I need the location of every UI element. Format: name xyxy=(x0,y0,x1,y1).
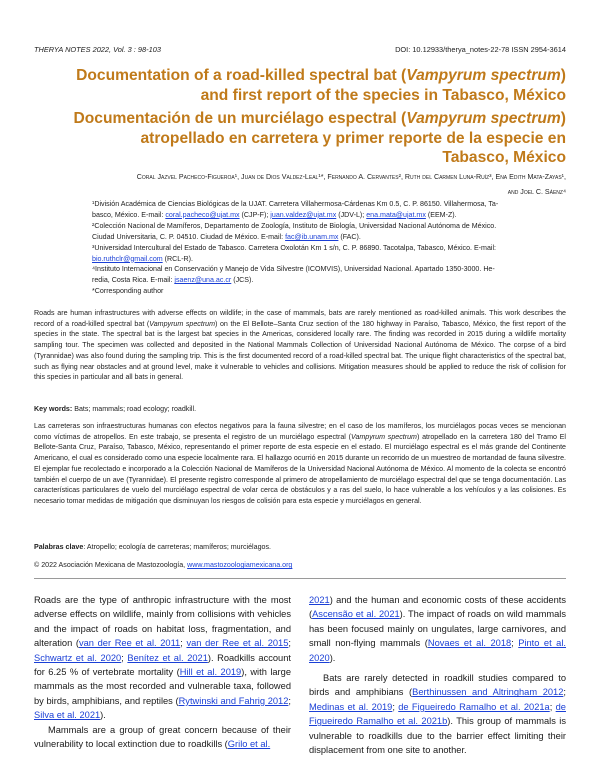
title-es-line3: Tabasco, México xyxy=(442,149,566,166)
paragraph xyxy=(309,593,566,665)
citation-link[interactable]: van der Ree et al. 2011 xyxy=(78,638,181,649)
abstract-es-species: Vampyrum spectrum xyxy=(350,432,417,441)
body-text: ). xyxy=(100,710,106,721)
affil-text: ³Universidad Intercultural del Estado de Tabasco. Carretera Oxolotán Km 1 s/n, C. P. 86890. Tacotalpa, Tabasco, México. E-mail: xyxy=(92,243,497,252)
doi-issn: DOI: 10.12933/therya_notes-22-78 ISSN 2954-3614 xyxy=(395,45,566,54)
citation-link[interactable]: Hill et al. 2019 xyxy=(179,667,242,678)
body-text: ; xyxy=(288,695,291,706)
affiliation-3 xyxy=(92,243,566,265)
body-text: Mammals are a group of great concern because of their vulnerability to local extinction due to roadkills ( xyxy=(34,724,291,750)
journal-info: THERYA NOTES 2022, Vol. 3 : 98-103 xyxy=(34,45,161,54)
keywords-spanish xyxy=(34,542,566,553)
author-list xyxy=(34,170,566,199)
abstract-en-species: Vampyrum spectrum xyxy=(149,319,216,328)
abstract-english xyxy=(34,308,566,383)
citation-link[interactable]: 2021 xyxy=(309,595,330,605)
body-text: ). xyxy=(329,652,336,663)
affil-text: Ciudad Universitaria, C. P. 04510. Ciudad de México. E-mail: xyxy=(92,232,286,241)
body-text: ; xyxy=(288,638,291,649)
affil-text: ²Colección Nacional de Mamíferos, Departamento de Zoología, Instituto de Biología, Universidad Nacional Autónoma de México. xyxy=(92,221,497,230)
affiliation-2 xyxy=(92,221,566,243)
citation-link[interactable]: Rytwinski and Fahrig 2012 xyxy=(178,695,289,706)
body-text: Bats are rarely detected in roadkill studies compared to birds and amphibians ( xyxy=(309,673,566,698)
citation-link[interactable]: Schwartz et al. 2020 xyxy=(34,652,122,663)
title-en-line2: and first report of the species in Tabasco, México xyxy=(200,86,566,104)
keywords-values: : Atropello; ecología de carreteras; mamíferos; murciélagos. xyxy=(83,543,271,551)
citation-link[interactable]: de Figueiredo Ramalho et al. 2021a xyxy=(398,701,550,712)
title-es-species: Vampyrum spectrum xyxy=(406,110,561,127)
body-text: ; xyxy=(392,701,399,712)
email-link[interactable]: juan.valdez@ujat.mx xyxy=(270,210,337,219)
affil-text: (RCL-R). xyxy=(162,254,194,263)
citation-link[interactable]: Grilo et al. xyxy=(227,739,271,750)
abstract-en-text: ) on the El Bellote–Santa Cruz section of the 180 highway in Paraíso, Tabasco, México, the first report of the species in the state. The spectral bat is the largest bat species in the Americas, considered locally rare. The finding was recorded in 2015 during a wildlife mortality sampling tour. The specimen was collected and deposited in the National Mammals Collection of Universidad Nacional Autónoma de México. The corpse of a bird (Tyrannidae) was also found during the sampling trip. This is the first documented record of a road-killed spectral bat. The unique flight characteristics of the spectral bat, such as flying near obstacles and at ground level, make it vulnerable to vehicles and collisions. Mitigation measures should be applied to reduce the risk of collision for this species in particular and all bats in general. xyxy=(34,319,566,382)
authors-line2: and Joel C. Sáenz⁴ xyxy=(507,187,566,196)
body-column-left xyxy=(34,593,291,751)
body-text: ) and the human and economic costs of these accidents ( xyxy=(309,595,566,620)
society-website-link[interactable]: www.mastozoologiamexicana.org xyxy=(187,561,293,569)
affiliations xyxy=(92,199,566,297)
body-text: Roads are the type of anthropic infrastructure with the most adverse effects on wildlife, mainly from collisions with vehicles and the impact of roads on habitat loss, fragmentation, and alteration ( xyxy=(34,595,291,649)
body-text: ; xyxy=(511,638,519,649)
abstract-en-text: Roads are human infrastructures with adverse effects on wildlife; in the case of mammals, bats are rarely mentioned as road-killed animals. This work describes the record of a road-killed spectral bat ( xyxy=(34,309,566,328)
body-text: ). The impact of roads on wild mammals has been focused mainly on ungulates, large carnivores, and small non-flying mammals ( xyxy=(309,609,566,649)
keywords-english xyxy=(34,404,566,415)
citation-link[interactable]: Medinas et al. 2019 xyxy=(309,701,393,712)
affil-text: (EEM-Z). xyxy=(425,210,457,219)
title-es-part: ) xyxy=(560,110,566,127)
abstract-es-text: Las carreteras son infraestructuras humanas con efectos negativos para la fauna silvestre; en el caso de los mamíferos, los murciélagos pocas veces se mencionan como víctimas de atropellos. En este trabajo, se presenta el registro de un murciélago espectral ( xyxy=(34,422,566,441)
affiliation-4 xyxy=(92,264,566,286)
keywords-label: Palabras clave xyxy=(34,543,84,551)
affil-text: ¹División Académica de Ciencias Biológicas de la UJAT. Carretera Villahermosa-Cárdenas Km 0.5, C. P. 86150. Villahermosa, Ta- xyxy=(92,200,499,208)
title-en-species: Vampyrum spectrum xyxy=(406,67,561,84)
body-text: ; xyxy=(180,638,187,649)
affil-text: (FAC). xyxy=(338,232,361,241)
affil-text: (JCS). xyxy=(231,276,254,285)
body-text: ; xyxy=(121,652,128,663)
email-link[interactable]: jsaenz@una.ac.cr xyxy=(174,276,232,285)
body-text: ). Roadkills account for 6.25 % of vertebrate mortality ( xyxy=(34,652,291,678)
email-link[interactable]: coral.pacheco@ujat.mx xyxy=(165,210,240,219)
title-es-part: Documentación de un murciélago espectral ( xyxy=(73,110,407,127)
abstract-es-text: ) atropellado en la carretera 180 del Tramo El Bellote-Santa Cruz, Paraíso, Tabasco, México, representando el primer reporte de esta especie en el estado. El murciélago espectral es el más grande del Continente Americano, el cual es considerado como una especie localmente rara. El hallazgo ocurrió en 2015 durante un recorrido de un muestreo de mortandad de fauna silvestre. El ejemplar fue recolectado e incorporado a la Colección Nacional de Mamíferos de la Universidad Nacional Autónoma de México. Al momento de la colecta se encontró también el cuerpo de un ave (Tyrannidae). El presente registro corresponde al primero de atropellamiento de murciélago espectral del que se tenga documentación. Las características particulares de vuelo del murciélago espectral de volar cerca de obstáculos y a ras del suelo, lo hace vulnerable a los vehículos y a las colisiones. Es necesario tomar medidas de mitigación que disminuyan los riesgos de colisión para esta especie y murciélagos en general. xyxy=(34,432,566,505)
abstract-spanish xyxy=(34,421,566,507)
corresponding-author: *Corresponding author xyxy=(92,287,164,296)
citation-link[interactable]: Ascensão et al. 2021 xyxy=(312,609,400,620)
affiliation-1 xyxy=(92,199,566,221)
email-link[interactable]: ena.mata@ujat.mx xyxy=(366,210,426,219)
authors-line1: Coral Jazvel Pacheco-Figueroa¹, Juan de Dios Valdez-Leal¹*, Fernando A. Cervantes², Ruth del Carmen Luna-Ruíz³, Ena Edith Mata-Zayas¹, xyxy=(136,173,566,181)
affil-text: (CJP-F); xyxy=(239,210,271,219)
citation-link[interactable]: van der Ree et al. 2015 xyxy=(186,638,289,649)
affil-text: (JDV-L); xyxy=(336,210,367,219)
paragraph xyxy=(34,723,291,752)
affil-text: redia, Costa Rica. E-mail: xyxy=(92,276,175,285)
paragraph xyxy=(34,593,291,723)
citation-link[interactable]: de Figueiredo Ramalho et al. 2021b xyxy=(309,701,566,727)
body-text: ; xyxy=(563,687,566,698)
email-link[interactable]: fac@ib.unam.mx xyxy=(285,232,339,241)
citation-link[interactable]: Pinto et al. 2020 xyxy=(309,638,567,663)
title-en-part: Documentation of a road-killed spectral bat ( xyxy=(76,67,407,84)
copyright-text: © 2022 Asociación Mexicana de Mastozoología, xyxy=(34,561,188,569)
title-spanish xyxy=(34,109,566,168)
citation-link[interactable]: Berthinussen and Altringham 2012 xyxy=(412,687,564,698)
body-text: ). This group of mammals is vulnerable to roadkills due to the barrier effect limiting their displacement from one site to another. xyxy=(309,716,566,756)
divider xyxy=(34,578,566,579)
citation-link[interactable]: Novaes et al. 2018 xyxy=(427,638,512,649)
body-text: ), with large mammals as the most recorded and vulnerable taxa, followed by birds, amphibians, and reptiles ( xyxy=(34,667,291,706)
copyright xyxy=(34,560,566,571)
citation-link[interactable]: Silva et al. 2021 xyxy=(34,710,101,721)
title-en-part: ) xyxy=(560,67,566,84)
keywords-values: Bats; mammals; road ecology; roadkill. xyxy=(72,405,197,413)
citation-link[interactable]: Benítez et al. 2021 xyxy=(127,652,208,663)
title-es-line2: atropellado en carretera y primer reporte de la especie en xyxy=(140,129,566,147)
paragraph xyxy=(309,671,566,757)
email-link[interactable]: bio.ruthclr@gmail.com xyxy=(92,254,163,263)
body-column-right xyxy=(309,593,566,757)
body-text: ; xyxy=(549,701,556,712)
keywords-label: Key words: xyxy=(34,405,73,413)
title-english xyxy=(34,66,566,105)
affil-text: ⁴Instituto Internacional en Conservación y Manejo de Vida Silvestre (ICOMVIS), Universidad Nacional. Apartado 1350-3000. He- xyxy=(92,265,495,274)
affil-text: basco, México. E-mail: xyxy=(92,210,166,219)
